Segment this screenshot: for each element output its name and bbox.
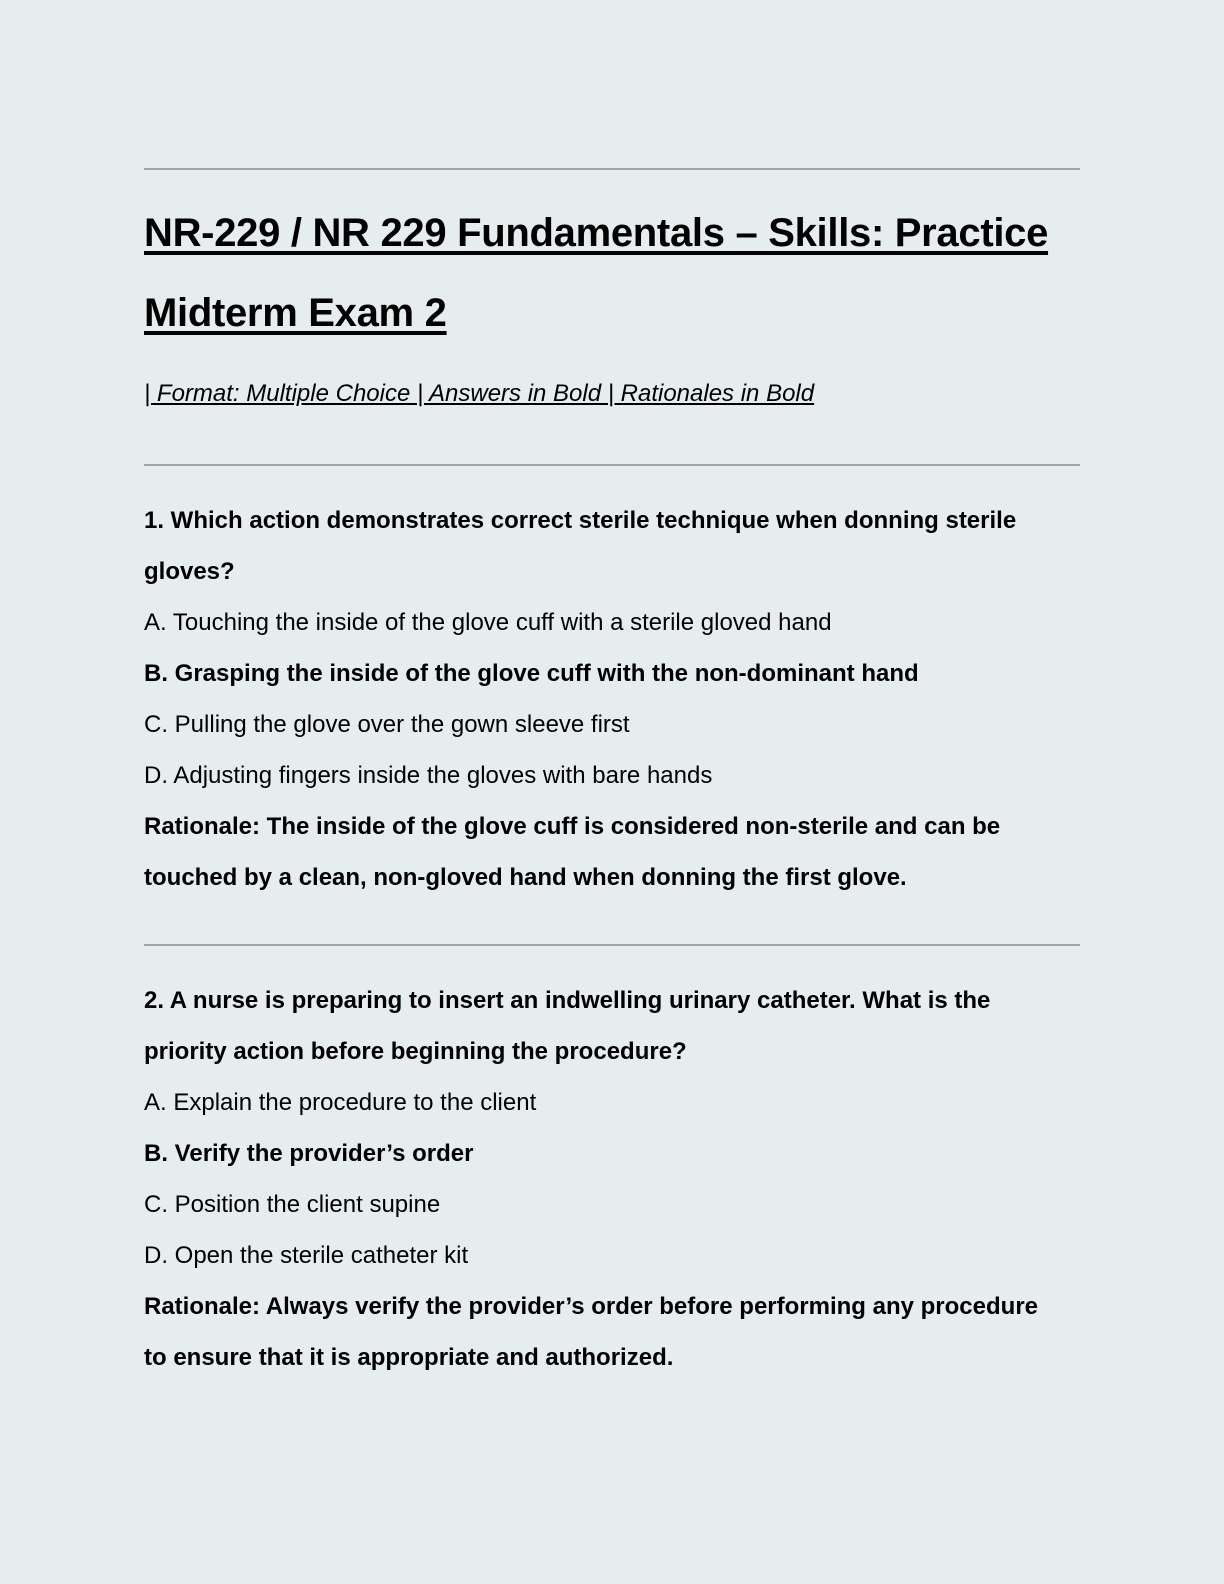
rationale: Rationale: Always verify the provider’s order before performing any procedure xyxy=(144,1293,1039,1320)
answer-option-a: A. Touching the inside of the glove cuff with a sterile gloved hand xyxy=(144,609,832,636)
top-divider xyxy=(144,168,1080,170)
answer-option-b-correct: B. Verify the provider’s order xyxy=(144,1140,474,1167)
question-stem: 1. Which action demonstrates correct sterile technique when donning sterile xyxy=(144,507,1017,534)
answer-option-c: C. Pulling the glove over the gown sleeve first xyxy=(144,711,630,738)
page-title-line-2: Midterm Exam 2 xyxy=(144,291,447,335)
format-subtitle: | Format: Multiple Choice | Answers in Bold | Rationales in Bold xyxy=(144,380,815,407)
section-divider xyxy=(144,464,1080,466)
question-stem: gloves? xyxy=(144,558,235,585)
question-1 xyxy=(144,495,1080,903)
answer-option-d: D. Open the sterile catheter kit xyxy=(144,1242,469,1269)
question-stem: priority action before beginning the procedure? xyxy=(144,1038,687,1065)
question-stem: 2. A nurse is preparing to insert an indwelling urinary catheter. What is the xyxy=(144,987,991,1014)
answer-option-a: A. Explain the procedure to the client xyxy=(144,1089,537,1116)
answer-option-d: D. Adjusting fingers inside the gloves with bare hands xyxy=(144,762,713,789)
rationale: Rationale: The inside of the glove cuff is considered non-sterile and can be xyxy=(144,813,1001,840)
question-2 xyxy=(144,975,1080,1383)
rationale: to ensure that it is appropriate and authorized. xyxy=(144,1344,674,1371)
answer-option-c: C. Position the client supine xyxy=(144,1191,441,1218)
rationale: touched by a clean, non-gloved hand when donning the first glove. xyxy=(144,864,907,891)
answer-option-b-correct: B. Grasping the inside of the glove cuff with the non-dominant hand xyxy=(144,660,919,687)
page-title-line-1: NR-229 / NR 229 Fundamentals – Skills: Practice xyxy=(144,211,1049,255)
question-divider xyxy=(144,944,1080,946)
